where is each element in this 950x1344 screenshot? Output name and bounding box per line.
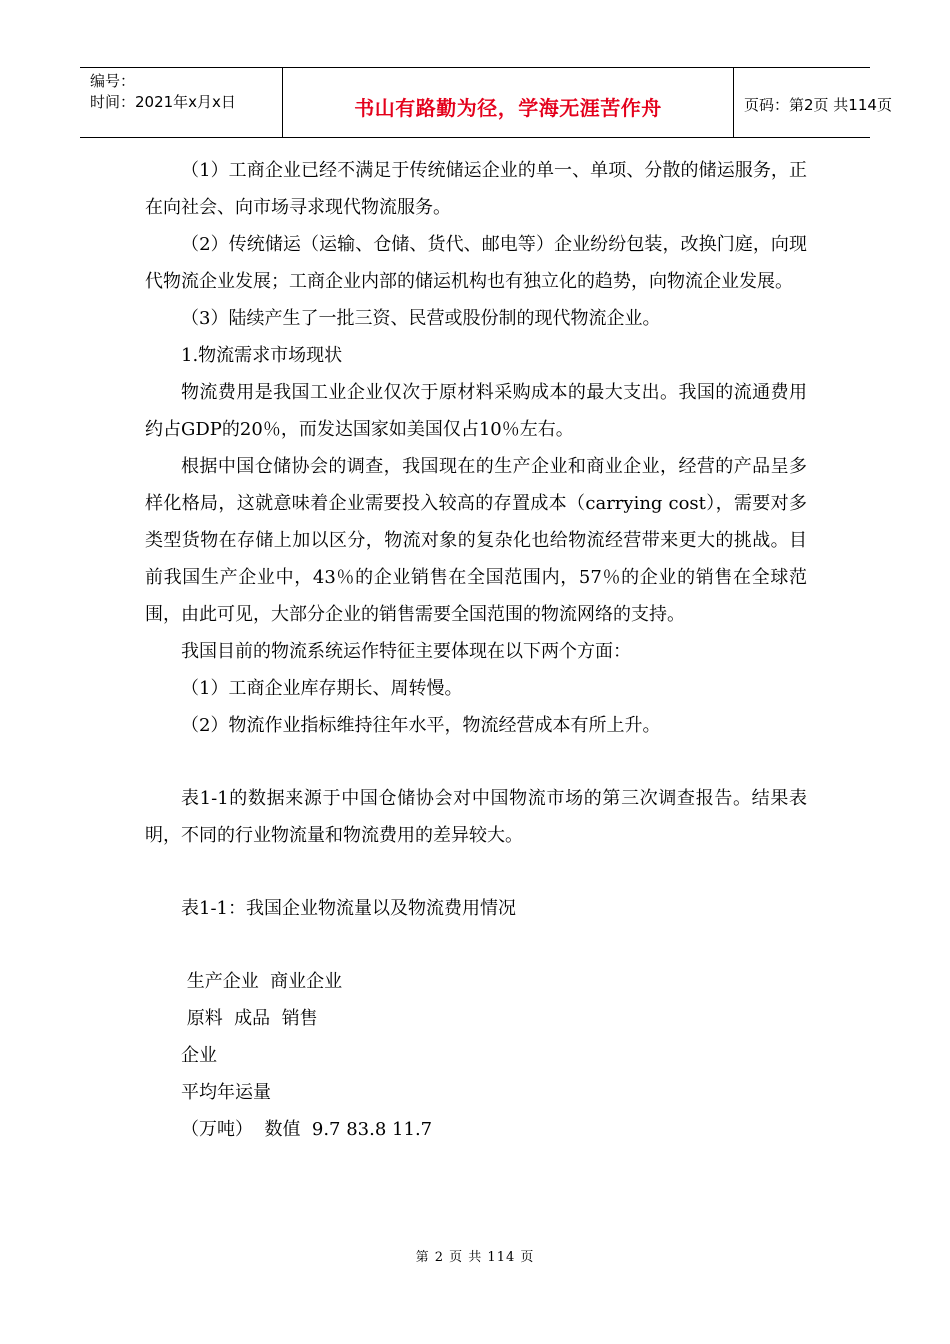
- paragraph: 表1-1的数据来源于中国仓储协会对中国物流市场的第三次调查报告。结果表明，不同的行业物流量和物流费用的差异较大。: [145, 788, 807, 846]
- page-footer: 第 2 页 共 114 页: [415, 1250, 535, 1265]
- paragraph: （2）传统储运（运输、仓储、货代、邮电等）企业纷纷包装，改换门庭，向现代物流企业发展；工商企业内部的储运机构也有独立化的趋势，向物流企业发展。: [145, 234, 807, 292]
- paragraph: （2）物流作业指标维持往年水平，物流经营成本有所上升。: [181, 715, 661, 736]
- header-page-code: 页码：第2页 共114页: [744, 96, 892, 114]
- number-label: 编号：: [90, 72, 136, 90]
- page-header: [80, 67, 892, 138]
- paragraph: 我国目前的物流系统运作特征主要体现在以下两个方面：: [181, 641, 631, 662]
- header-meta: [80, 68, 282, 137]
- table-caption: 表1-1：我国企业物流量以及物流费用情况: [181, 898, 516, 919]
- table-line: 生产企业 商业企业: [181, 971, 343, 992]
- table-line: 原料 成品 销售: [181, 1008, 318, 1029]
- paragraph: 物流费用是我国工业企业仅次于原材料采购成本的最大支出。我国的流通费用约占GDP的20％，而发达国家如美国仅占10％左右。: [145, 382, 807, 440]
- table-line: （万吨） 数值 9.7 83.8 11.7: [181, 1119, 433, 1140]
- table-line: 企业: [181, 1045, 217, 1066]
- section-heading: 1.物流需求市场现状: [181, 345, 343, 366]
- header-motto-cell: [282, 68, 734, 137]
- header-motto: 书山有路勤为径，学海无涯苦作舟: [354, 96, 662, 120]
- table-line: 平均年运量: [181, 1082, 271, 1103]
- paragraph: （1）工商企业已经不满足于传统储运企业的单一、单项、分散的储运服务，正在向社会、向市场寻求现代物流服务。: [145, 160, 807, 218]
- paragraph: （3）陆续产生了一批三资、民营或股份制的现代物流企业。: [181, 308, 661, 329]
- document-body: [145, 152, 807, 1148]
- table-text: [145, 963, 807, 1148]
- paragraph: （1）工商企业库存期长、周转慢。: [181, 678, 463, 699]
- paragraph: 根据中国仓储协会的调查，我国现在的生产企业和商业企业，经营的产品呈多样化格局，这就意味着企业需要投入较高的存置成本（carrying cost），需要对多类型货物在存储上加以区分，物流对象的复杂化也给物流经营带来更大的挑战。目前我国生产企业中，43％的企业销售在全国范围内，57％的企业的销售在全球范围，由此可见，大部分企业的销售需要全国范围的物流网络的支持。: [145, 456, 807, 625]
- time-label: 时间：2021年x月x日: [90, 93, 236, 111]
